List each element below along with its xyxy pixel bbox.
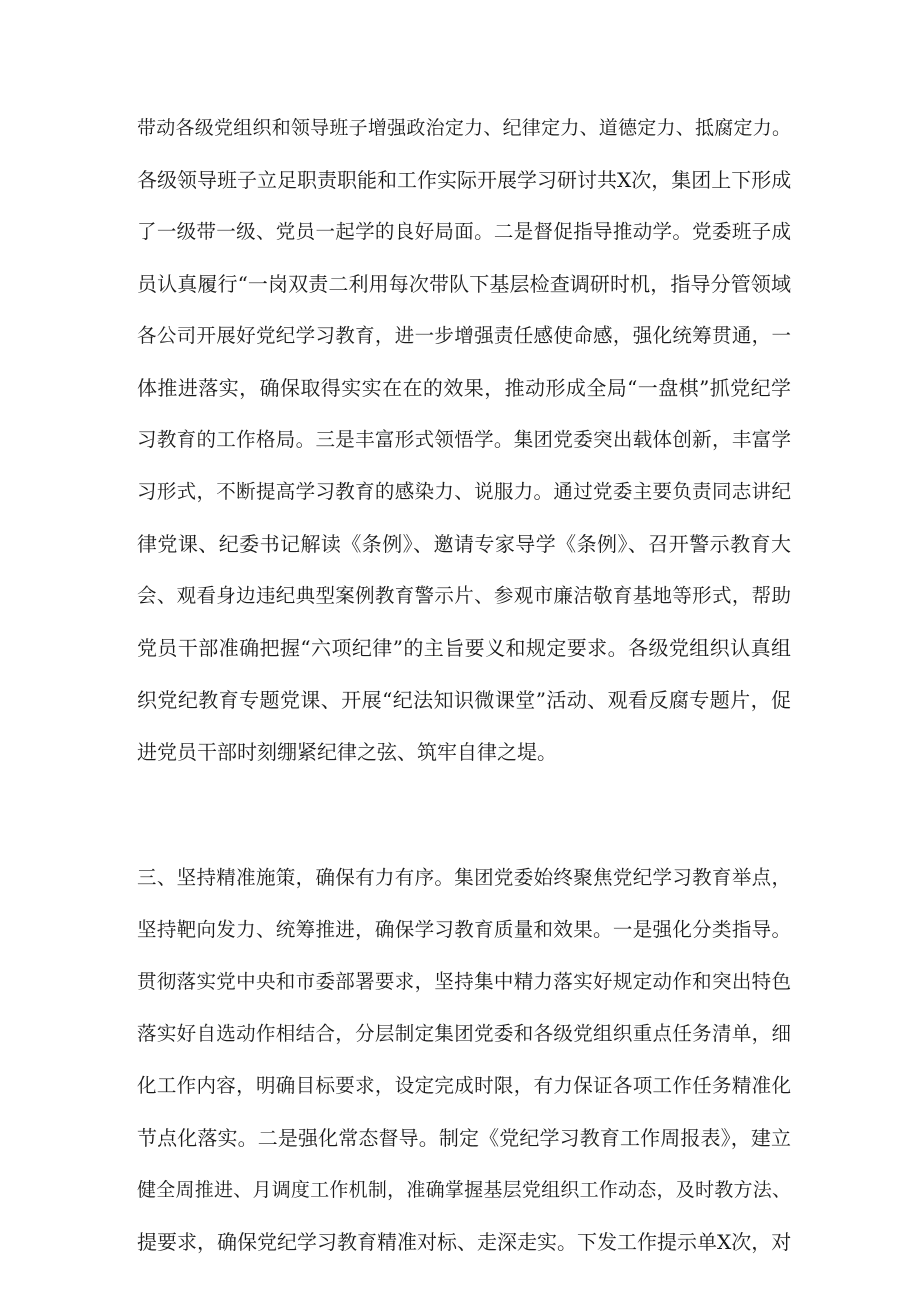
paragraph-2-line: 健全周推进、月调度工作机制，准确掌握基层党组织工作动态，及时教方法、 (137, 1179, 791, 1201)
paragraph-1-line: 进党员干部时刻绷紧纪律之弦、筑牢自律之堤。 (137, 740, 557, 764)
paragraph-2-line: 提要求，确保党纪学习教育精准对标、走深走实。下发工作提示单X次，对 (137, 1230, 792, 1254)
paragraph-2-line: 三、坚持精准施策，确保有力有序。集团党委始终聚焦党纪学习教育举点， (137, 866, 791, 889)
paragraph-1-line: 习教育的工作格局。三是丰富形式领悟学。集团党委突出载体创新，丰富学 (137, 428, 791, 451)
paragraph-1-line: 党员干部准确把握“六项纪律”的主旨要义和规定要求。各级党组织认真组 (137, 636, 791, 660)
paragraph-1-line: 律党课、纪委书记解读《条例》、邀请专家导学《条例》、召开警示教育大 (137, 532, 791, 556)
paragraph-1-line: 各公司开展好党纪学习教育，进一步增强责任感使命感，强化统筹贯通，一 (137, 324, 791, 347)
paragraph-1-line: 习形式，不断提高学习教育的感染力、说服力。通过党委主要负责同志讲纪 (137, 480, 791, 503)
paragraph-2-line: 节点化落实。二是强化常态督导。制定《党纪学习教育工作周报表》，建立 (137, 1126, 791, 1150)
paragraph-2-line: 化工作内容，明确目标要求，设定完成时限，有力保证各项工作任务精准化 (137, 1074, 791, 1097)
paragraph-1-line: 各级领导班子立足职责职能和工作实际开展学习研讨共X次，集团上下形成 (137, 168, 792, 192)
paragraph-1-line: 带动各级党组织和领导班子增强政治定力、纪律定力、道德定力、抵腐定力。 (137, 117, 791, 139)
paragraph-1-line: 了一级带一级、党员一起学的良好局面。二是督促指导推动学。党委班子成 (137, 220, 791, 243)
paragraph-2-line: 坚持靶向发力、统筹推进，确保学习教育质量和效果。一是强化分类指导。 (137, 918, 791, 941)
paragraph-2-line: 贯彻落实党中央和市委部署要求，坚持集中精力落实好规定动作和突出特色 (137, 970, 791, 993)
paragraph-1-line: 会、观看身边违纪典型案例教育警示片、参观市廉洁敬育基地等形式，帮助 (137, 584, 791, 607)
paragraph-1-line: 织党纪教育专题党课、开展“纪法知识微课堂”活动、观看反腐专题片，促 (137, 688, 791, 712)
paragraph-1-line: 体推进落实，确保取得实实在在的效果，推动形成全局“一盘棋”抓党纪学 (137, 376, 791, 400)
paragraph-2-line: 落实好自选动作相结合，分层制定集团党委和各级党组织重点任务清单，细 (137, 1022, 791, 1045)
paragraph-1-line: 员认真履行“一岗双责二利用每次带队下基层检查调研时机，指导分管领域 (137, 272, 791, 296)
